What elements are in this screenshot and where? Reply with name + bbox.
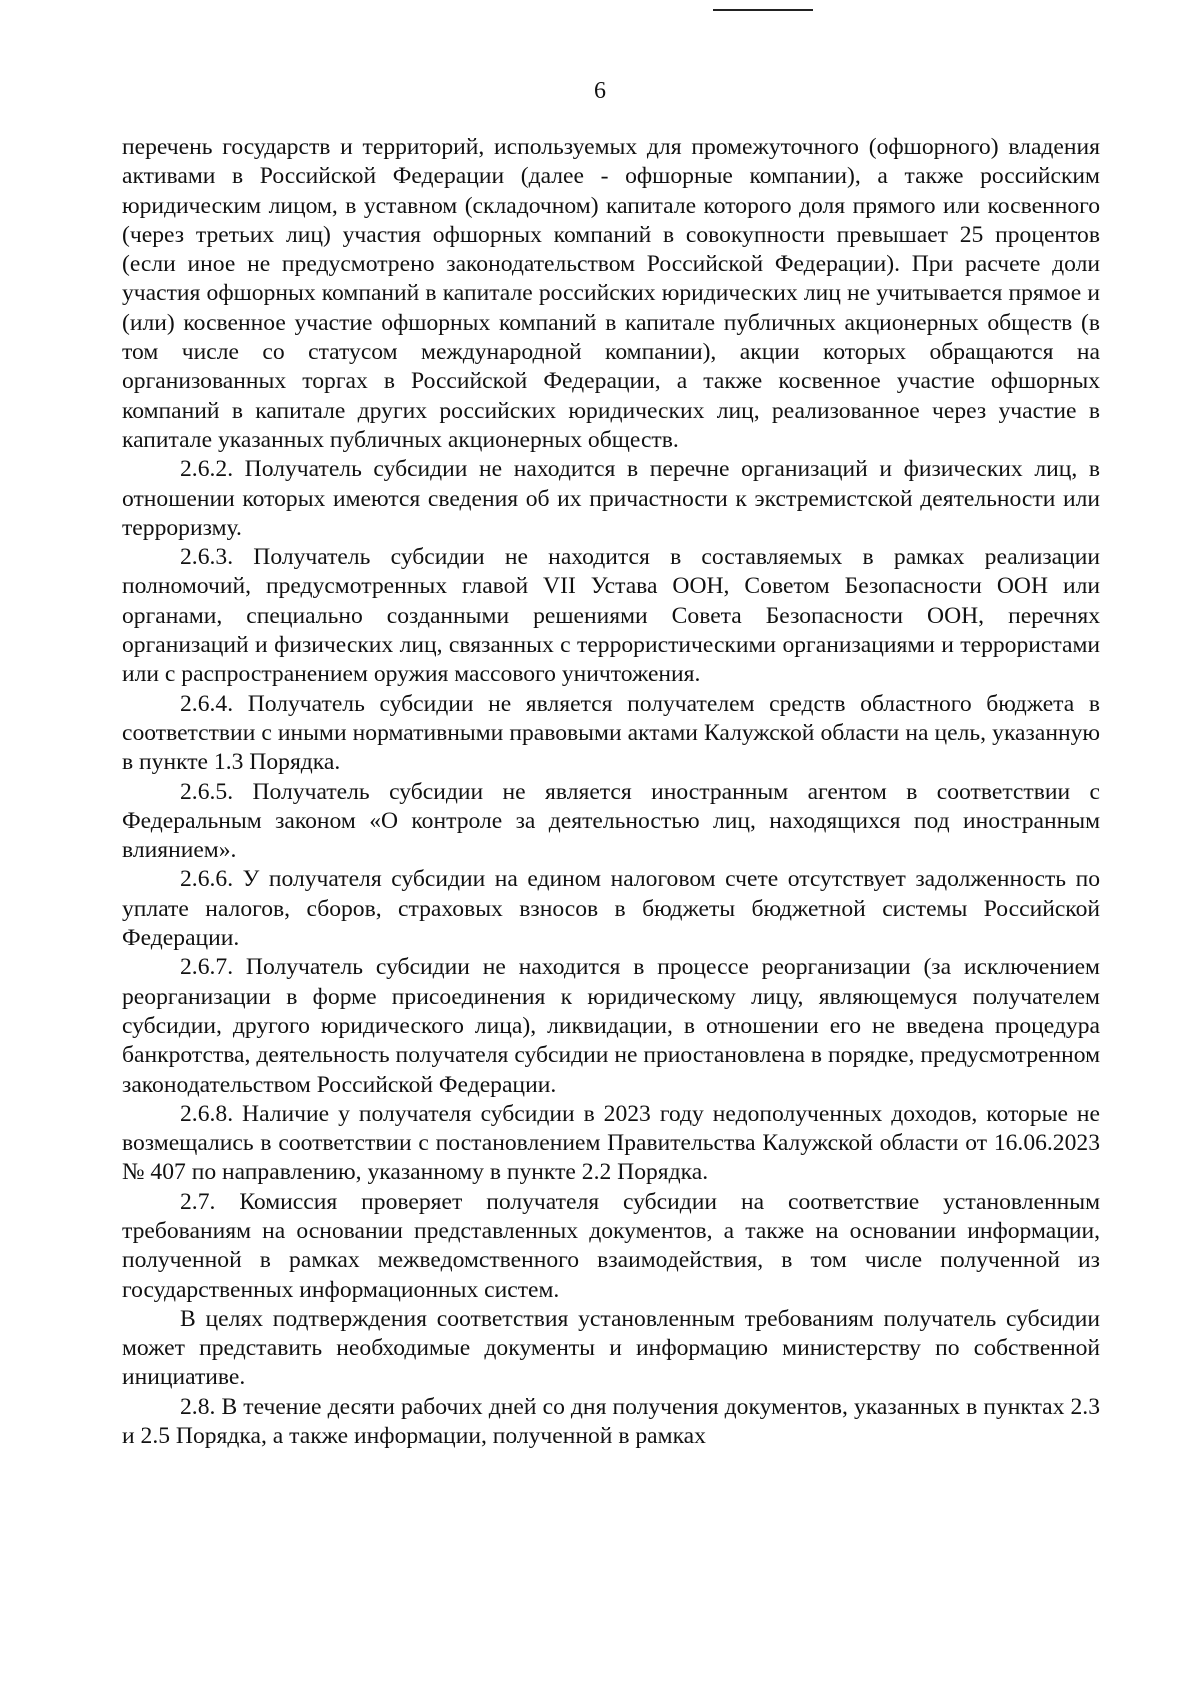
paragraph-2-8: 2.8. В течение десяти рабочих дней со дня получения документов, указанных в пунктах 2.3 и 2.5 Порядка, а также информации, полученной в рамках	[122, 1393, 1100, 1450]
paragraph-2-7-confirmation: В целях подтверждения соответствия установленным требованиям получатель субсидии может представить необходимые документы и информацию министерству по собственной инициативе.	[122, 1305, 1100, 1391]
paragraph-continuation: перечень государств и территорий, используемых для промежуточного (офшорного) владения активами в Российской Федерации (далее - офшорные компании), а также российским юридическим лицом, в уставном (складочном) капитале которого доля прямого или косвенного (через третьих лиц) участия офшорных компаний в совокупности превышает 25 процентов (если иное не предусмотрено законодательством Российской Федерации). При расчете доли участия офшорных компаний в капитале российских юридических лиц не учитывается прямое и (или) косвенное участие офшорных компаний в капитале публичных акционерных обществ (в том числе со статусом международной компании), акции которых обращаются на организованных торгах в Российской Федерации, а также косвенное участие офшорных компаний в капитале других российских юридических лиц, реализованное через участие в капитале указанных публичных акционерных обществ.	[122, 134, 1100, 453]
top-rule	[713, 9, 813, 11]
page-number: 6	[594, 78, 606, 104]
paragraph-2-6-5: 2.6.5. Получатель субсидии не является иностранным агентом в соответствии с Федеральным законом «О контроле за деятельностью лиц, находящихся под иностранным влиянием».	[122, 778, 1100, 864]
paragraph-2-7: 2.7. Комиссия проверяет получателя субсидии на соответствие установленным требованиям на основании представленных документов, а также на основании информации, полученной в рамках межведомственного взаимодействия, в том числе полученной из государственных информационных систем.	[122, 1188, 1100, 1303]
paragraph-2-6-8: 2.6.8. Наличие у получателя субсидии в 2023 году недополученных доходов, которые не возмещались в соответствии с постановлением Правительства Калужской области от 16.06.2023 № 407 по направлению, указанному в пункте 2.2 Порядка.	[122, 1100, 1100, 1186]
paragraph-2-6-6: 2.6.6. У получателя субсидии на едином налоговом счете отсутствует задолженность по уплате налогов, сборов, страховых взносов в бюджеты бюджетной системы Российской Федерации.	[122, 866, 1100, 952]
paragraph-2-6-7: 2.6.7. Получатель субсидии не находится в процессе реорганизации (за исключением реорганизации в форме присоединения к юридическому лицу, являющемуся получателем субсидии, другого юридического лица), ликвидации, в отношении его не введена процедура банкротства, деятельность получателя субсидии не приостановлена в порядке, предусмотренном законодательством Российской Федерации.	[122, 954, 1100, 1098]
paragraph-2-6-4: 2.6.4. Получатель субсидии не является получателем средств областного бюджета в соответствии с иными нормативными правовыми актами Калужской области на цель, указанную в пункте 1.3 Порядка.	[122, 690, 1100, 776]
paragraph-2-6-3: 2.6.3. Получатель субсидии не находится в составляемых в рамках реализации полномочий, предусмотренных главой VII Устава ООН, Советом Безопасности ООН или органами, специально созданными решениями Совета Безопасности ООН, перечнях организаций и физических лиц, связанных с террористическими организациями и террористами или с распространением оружия массового уничтожения.	[122, 544, 1100, 688]
paragraph-2-6-2: 2.6.2. Получатель субсидии не находится в перечне организаций и физических лиц, в отношении которых имеются сведения об их причастности к экстремистской деятельности или терроризму.	[122, 456, 1100, 541]
document-body	[122, 133, 1100, 1451]
